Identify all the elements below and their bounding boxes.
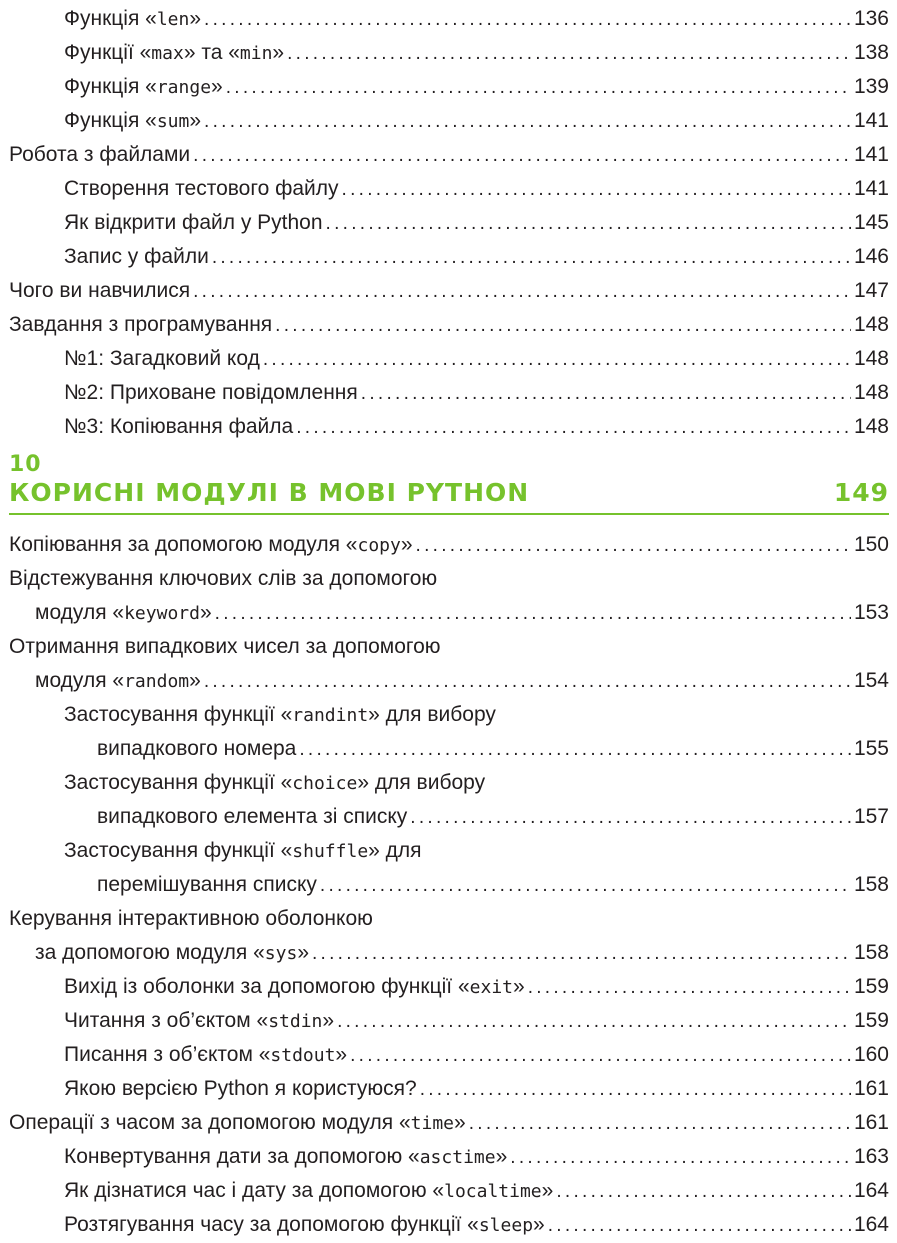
toc-entry-label bbox=[35, 596, 212, 631]
entry-text: Завдання з програмування bbox=[9, 313, 273, 336]
dot-leader bbox=[510, 1140, 851, 1174]
entry-code: sum bbox=[156, 111, 190, 132]
entry-text: Отримання випадкових чисел за допомогою bbox=[9, 635, 441, 658]
entry-text: №2: Приховане повідомлення bbox=[64, 381, 358, 404]
entry-text: » bbox=[400, 533, 413, 556]
entry-text: Як відкрити файл у Python bbox=[64, 211, 323, 234]
entry-text: » bbox=[533, 1213, 545, 1236]
entry-text: » bbox=[297, 941, 309, 964]
entry-text: №1: Загадковий код bbox=[64, 347, 260, 370]
entry-text: » bbox=[189, 109, 202, 132]
entry-text: Робота з файлами bbox=[9, 143, 191, 166]
page-number: 158 bbox=[853, 941, 889, 964]
entry-code: min bbox=[239, 43, 273, 64]
toc-entry-first-line bbox=[9, 902, 373, 936]
entry-text: Функція « bbox=[64, 109, 157, 132]
entry-text: » для вибору bbox=[368, 703, 496, 726]
toc-entry-label bbox=[64, 1038, 347, 1073]
entry-text: Застосування функції « bbox=[64, 703, 293, 726]
entry-text: » bbox=[199, 601, 212, 624]
entry-text: модуля « bbox=[35, 601, 125, 624]
entry-text: » bbox=[272, 41, 285, 64]
entry-text: випадкового елемента зі списку bbox=[97, 805, 408, 828]
chapter-rule bbox=[9, 513, 889, 515]
entry-text: » bbox=[322, 1009, 335, 1032]
dot-leader bbox=[312, 936, 851, 970]
dot-leader bbox=[416, 528, 851, 562]
toc-entry[interactable] bbox=[64, 36, 889, 71]
toc-entry[interactable] bbox=[64, 342, 889, 376]
chapter-title: КОРИСНІ МОДУЛІ В МОВІ PYTHON bbox=[9, 478, 530, 507]
page-number: 157 bbox=[853, 805, 889, 828]
entry-text: » bbox=[211, 75, 223, 98]
toc-entry[interactable] bbox=[9, 138, 889, 172]
entry-text: Конвертування дати за допомогою « bbox=[64, 1145, 420, 1168]
dot-leader bbox=[361, 376, 851, 410]
entry-text: Копіювання за допомогою модуля « bbox=[9, 533, 358, 556]
toc-entry[interactable] bbox=[64, 1072, 889, 1106]
entry-text: » для вибору bbox=[357, 771, 486, 794]
entry-text: » bbox=[335, 1043, 348, 1066]
page-number: 158 bbox=[853, 873, 889, 896]
dot-leader bbox=[528, 970, 851, 1004]
chapter-heading bbox=[9, 478, 889, 507]
toc-entry-label bbox=[64, 206, 323, 240]
page-number: 163 bbox=[853, 1145, 889, 1168]
entry-code: len bbox=[156, 9, 190, 30]
entry-code: max bbox=[151, 43, 184, 64]
dot-leader bbox=[342, 172, 851, 206]
entry-text: Писання з об’єктом « bbox=[64, 1043, 271, 1066]
dot-leader bbox=[320, 868, 851, 902]
entry-text: » bbox=[189, 669, 201, 692]
entry-text: Застосування функції « bbox=[64, 771, 293, 794]
page-number: 141 bbox=[853, 177, 889, 200]
entry-code: range bbox=[156, 77, 212, 98]
dot-leader bbox=[287, 36, 851, 70]
entry-text: Якою версією Python я користуюся? bbox=[64, 1077, 417, 1100]
toc-entry[interactable] bbox=[97, 800, 889, 834]
dot-leader bbox=[548, 1208, 851, 1242]
toc-entry-label bbox=[9, 528, 413, 563]
page-number: 155 bbox=[853, 737, 889, 760]
toc-entry[interactable] bbox=[9, 528, 889, 563]
dot-leader bbox=[469, 1106, 851, 1140]
toc-entry[interactable] bbox=[64, 2, 889, 37]
toc-entry[interactable] bbox=[64, 1038, 889, 1073]
page-number: 148 bbox=[853, 415, 889, 438]
toc-entry[interactable] bbox=[64, 104, 889, 139]
entry-code: sys bbox=[264, 943, 298, 964]
dot-leader bbox=[215, 596, 851, 630]
dot-leader bbox=[193, 274, 851, 308]
page-number: 161 bbox=[853, 1111, 889, 1134]
entry-code: stdout bbox=[270, 1045, 336, 1066]
entry-code: random bbox=[124, 671, 190, 692]
entry-text: модуля « bbox=[35, 669, 125, 692]
page-number: 141 bbox=[853, 109, 889, 132]
toc-entry-label bbox=[97, 732, 296, 766]
dot-leader bbox=[212, 240, 851, 274]
page-number: 159 bbox=[853, 975, 889, 998]
page-number: 161 bbox=[853, 1077, 889, 1100]
dot-leader bbox=[299, 732, 851, 766]
toc-entry-label bbox=[35, 664, 201, 699]
toc-entry-label bbox=[64, 376, 358, 410]
dot-leader bbox=[204, 2, 851, 36]
toc-entry-label bbox=[64, 240, 209, 274]
toc-entry[interactable] bbox=[9, 274, 889, 308]
toc-entry-label bbox=[64, 70, 223, 105]
entry-text: №3: Копіювання файла bbox=[64, 415, 294, 438]
dot-leader bbox=[204, 664, 851, 698]
toc-entry-first-line bbox=[64, 766, 485, 801]
page-number: 159 bbox=[853, 1009, 889, 1032]
toc-entry-label bbox=[9, 1106, 466, 1141]
entry-text: Як дізнатися час і дату за допомогою « bbox=[64, 1179, 445, 1202]
entry-text: » та « bbox=[183, 41, 240, 64]
entry-text: Застосування функції « bbox=[64, 839, 293, 862]
toc-entry-label bbox=[64, 1004, 334, 1039]
page-number: 147 bbox=[853, 279, 889, 302]
dot-leader bbox=[556, 1174, 851, 1208]
toc-entry-first-line bbox=[9, 562, 437, 596]
toc-entry[interactable] bbox=[64, 1174, 889, 1209]
page-number: 164 bbox=[853, 1213, 889, 1236]
dot-leader bbox=[420, 1072, 851, 1106]
toc-entry-label bbox=[64, 104, 201, 139]
entry-code: keyword bbox=[124, 603, 200, 624]
dot-leader bbox=[410, 800, 851, 834]
toc-entry-label bbox=[35, 936, 309, 971]
entry-text: Запис у файли bbox=[64, 245, 209, 268]
dot-leader bbox=[337, 1004, 851, 1038]
entry-text: Операції з часом за допомогою модуля « bbox=[9, 1111, 411, 1134]
toc-entry-label bbox=[64, 1208, 545, 1243]
toc-entry[interactable] bbox=[97, 732, 889, 766]
toc-entry-label bbox=[64, 2, 201, 37]
chapter-number: 10 bbox=[9, 452, 42, 477]
toc-entry[interactable] bbox=[9, 1106, 889, 1141]
toc-entry[interactable] bbox=[64, 1004, 889, 1039]
page-number: 150 bbox=[853, 533, 889, 556]
toc-entry[interactable] bbox=[64, 970, 889, 1005]
page-number: 141 bbox=[853, 143, 889, 166]
toc-entry-label bbox=[64, 970, 525, 1005]
entry-text: » bbox=[541, 1179, 554, 1202]
toc-entry-label bbox=[97, 800, 407, 834]
entry-text: Чого ви навчилися bbox=[9, 279, 191, 302]
entry-code: shuffle bbox=[292, 841, 369, 862]
toc-entry-label bbox=[64, 1140, 507, 1175]
toc-entry-label bbox=[64, 172, 339, 206]
entry-code: stdin bbox=[268, 1011, 323, 1032]
page-number: 153 bbox=[853, 601, 889, 624]
toc-entry-label bbox=[64, 1072, 417, 1106]
entry-code: time bbox=[410, 1113, 455, 1134]
dot-leader bbox=[326, 206, 851, 240]
entry-code: copy bbox=[357, 535, 401, 556]
page-number: 148 bbox=[853, 347, 889, 370]
entry-code: asctime bbox=[419, 1147, 496, 1168]
entry-text: Функція « bbox=[64, 7, 157, 30]
entry-text: » bbox=[495, 1145, 508, 1168]
page-number: 146 bbox=[853, 245, 889, 268]
toc-entry[interactable] bbox=[64, 1208, 889, 1243]
entry-code: sleep bbox=[478, 1215, 534, 1236]
page-number: 138 bbox=[853, 41, 889, 64]
entry-text: Вихід із оболонки за допомогою функції « bbox=[64, 975, 470, 998]
entry-code: exit bbox=[469, 977, 513, 998]
dot-leader bbox=[204, 104, 851, 138]
toc-entry-first-line bbox=[64, 698, 496, 733]
entry-text: » bbox=[513, 975, 525, 998]
page-number: 145 bbox=[853, 211, 889, 234]
toc-entry-first-line bbox=[9, 630, 441, 664]
dot-leader bbox=[296, 410, 851, 444]
toc-entry[interactable] bbox=[64, 70, 889, 105]
entry-text: перемішування списку bbox=[97, 873, 317, 896]
toc-entry-label bbox=[9, 308, 272, 342]
toc-entry-label bbox=[64, 410, 293, 444]
entry-text: Створення тестового файлу bbox=[64, 177, 339, 200]
page-number: 154 bbox=[853, 669, 889, 692]
dot-leader bbox=[226, 70, 851, 104]
toc-entry-label bbox=[64, 342, 260, 376]
entry-text: » для bbox=[368, 839, 422, 862]
toc-entry[interactable] bbox=[35, 936, 889, 971]
entry-text: Функції « bbox=[64, 41, 152, 64]
toc-entry[interactable] bbox=[64, 1140, 889, 1175]
page-number: 148 bbox=[853, 313, 889, 336]
toc-entry[interactable] bbox=[64, 240, 889, 274]
chapter-page: 149 bbox=[833, 478, 889, 507]
dot-leader bbox=[350, 1038, 851, 1072]
toc-entry[interactable] bbox=[64, 376, 889, 410]
entry-code: choice bbox=[292, 773, 358, 794]
toc-entry[interactable] bbox=[64, 410, 889, 444]
entry-code: randint bbox=[292, 705, 369, 726]
toc-entry[interactable] bbox=[35, 596, 889, 631]
page-number: 139 bbox=[853, 75, 889, 98]
entry-code: localtime bbox=[444, 1181, 542, 1202]
entry-text: Функція « bbox=[64, 75, 157, 98]
toc-entry[interactable] bbox=[64, 206, 889, 240]
dot-leader bbox=[275, 308, 851, 342]
dot-leader bbox=[263, 342, 851, 376]
entry-text: Відстежування ключових слів за допомогою bbox=[9, 567, 438, 590]
entry-text: Керування інтерактивною оболонкою bbox=[9, 907, 373, 930]
toc-entry-label bbox=[64, 1174, 553, 1209]
toc-entry-label bbox=[9, 274, 190, 308]
entry-text: Читання з об’єктом « bbox=[64, 1009, 269, 1032]
toc-entry[interactable] bbox=[9, 308, 889, 342]
toc-entry[interactable] bbox=[97, 868, 889, 902]
toc-entry[interactable] bbox=[35, 664, 889, 699]
toc-entry-label bbox=[9, 138, 190, 172]
toc-entry-label bbox=[64, 36, 284, 71]
entry-text: » bbox=[189, 7, 202, 30]
toc-entry-label bbox=[97, 868, 317, 902]
page-number: 148 bbox=[853, 381, 889, 404]
entry-text: за допомогою модуля « bbox=[35, 941, 265, 964]
toc-entry-first-line bbox=[64, 834, 422, 869]
dot-leader bbox=[193, 138, 851, 172]
page-number: 160 bbox=[853, 1043, 889, 1066]
entry-text: Розтягування часу за допомогою функції « bbox=[64, 1213, 479, 1236]
page-number: 136 bbox=[853, 7, 889, 30]
toc-entry[interactable] bbox=[64, 172, 889, 206]
entry-text: » bbox=[454, 1111, 466, 1134]
entry-text: випадкового номера bbox=[97, 737, 297, 760]
page-number: 164 bbox=[853, 1179, 889, 1202]
